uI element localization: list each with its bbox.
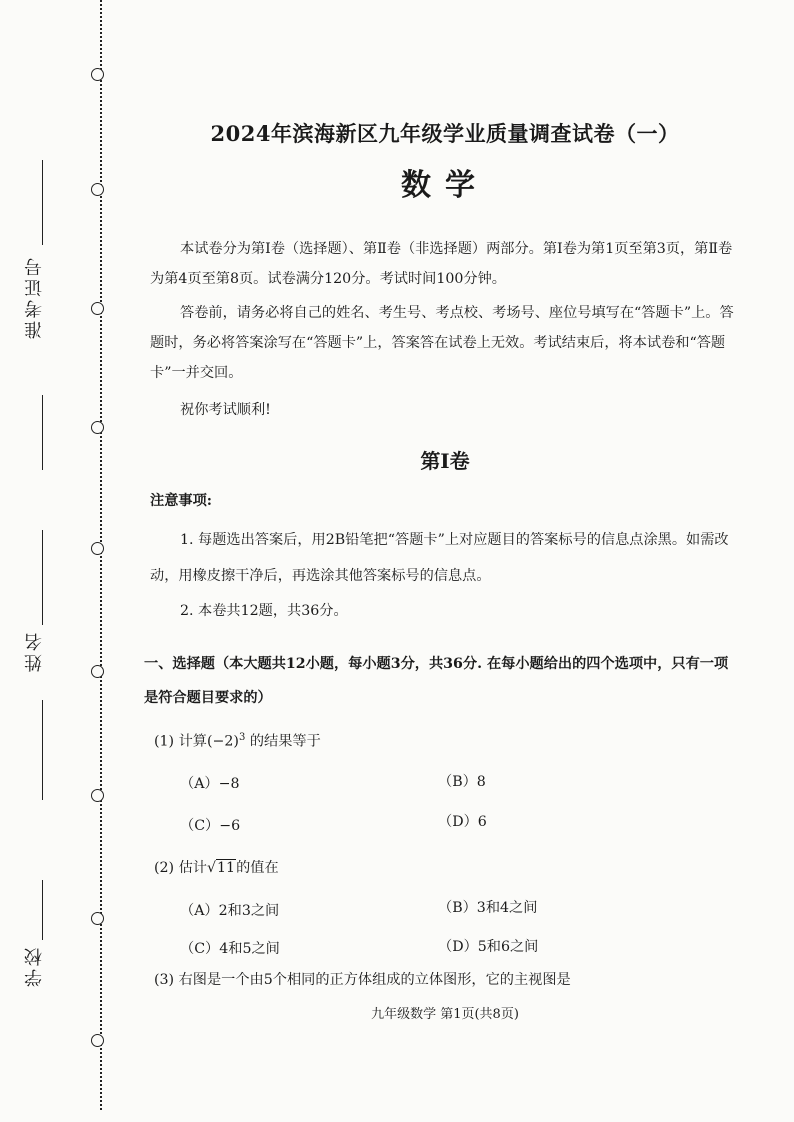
exam-id-line bbox=[42, 395, 43, 470]
binding-hole-icon bbox=[91, 542, 104, 555]
page-footer: 九年级数学 第1页(共8页) bbox=[371, 1007, 519, 1022]
question-1: (1) 计算$(-2)^3$ 的结果等于 bbox=[154, 732, 321, 750]
name-label: 姓名 bbox=[24, 630, 45, 672]
name-line bbox=[42, 530, 43, 625]
good-luck-text: 祝你考试顺利! bbox=[180, 402, 271, 418]
intro-paragraph: 本试卷分为第Ⅰ卷（选择题）、第Ⅱ卷（非选择题）两部分。第Ⅰ卷为第1页至第3页，第Ⅱ卷为第4页至第8页。试卷满分120分。考试时间100分钟。 bbox=[150, 241, 733, 287]
binding-hole-icon bbox=[91, 1034, 104, 1047]
volume-title: 第Ⅰ卷 bbox=[420, 449, 470, 473]
note-2: 2. 本卷共12题，共36分。 bbox=[180, 603, 348, 619]
note-1: 1. 每题选出答案后，用2B铅笔把“答题卡”上对应题目的答案标号的信息点涂黑。如需改动，用橡皮擦干净后，再选涂其他答案标号的信息点。 bbox=[150, 532, 729, 584]
binding-hole-icon bbox=[91, 789, 104, 802]
binding-hole-icon bbox=[91, 302, 104, 315]
q1-option-a: （A）−8 bbox=[180, 776, 240, 792]
q1-option-c: （C）−6 bbox=[180, 818, 241, 834]
notes-heading: 注意事项: bbox=[150, 493, 212, 509]
binding-hole-icon bbox=[91, 183, 104, 196]
exam-id-line bbox=[42, 160, 43, 245]
binding-hole-icon bbox=[91, 68, 104, 81]
binding-hole-icon bbox=[91, 912, 104, 925]
binding-hole-icon bbox=[91, 665, 104, 678]
binding-hole-icon bbox=[91, 421, 104, 434]
binding-dotted-line bbox=[100, 0, 116, 1110]
q2-option-c: （C）4和5之间 bbox=[180, 941, 280, 957]
q2-option-a: （A）2和3之间 bbox=[180, 903, 280, 919]
question-2: (2) 估计√11的值在 bbox=[154, 860, 279, 876]
school-label: 学校 bbox=[24, 945, 45, 987]
question-3: (3) 右图是一个由5个相同的正方体组成的立体图形，它的主视图是 bbox=[154, 972, 571, 988]
school-line bbox=[42, 880, 43, 940]
q2-option-d: （D）5和6之间 bbox=[438, 939, 539, 955]
q2-option-b: （B）3和4之间 bbox=[438, 900, 538, 916]
name-line bbox=[42, 700, 43, 800]
instructions-paragraph: 答卷前，请务必将自己的姓名、考生号、考点校、考场号、座位号填写在“答题卡”上。答题时，务必将答案涂写在“答题卡”上，答案答在试卷上无效。考试结束后，将本试卷和“答题卡”一并交回。 bbox=[150, 305, 734, 381]
q1-option-b: （B）8 bbox=[438, 774, 486, 790]
section-heading: 一、选择题（本大题共12小题，每小题3分，共36分. 在每小题给出的四个选项中，只有一项是符合题目要求的） bbox=[144, 656, 729, 706]
subject-title: 数学 bbox=[401, 168, 489, 203]
q1-option-d: （D）6 bbox=[438, 814, 487, 830]
exam-id-label: 准考证号 bbox=[24, 255, 45, 339]
exam-title: 2024年滨海新区九年级学业质量调查试卷（一） bbox=[210, 121, 680, 146]
